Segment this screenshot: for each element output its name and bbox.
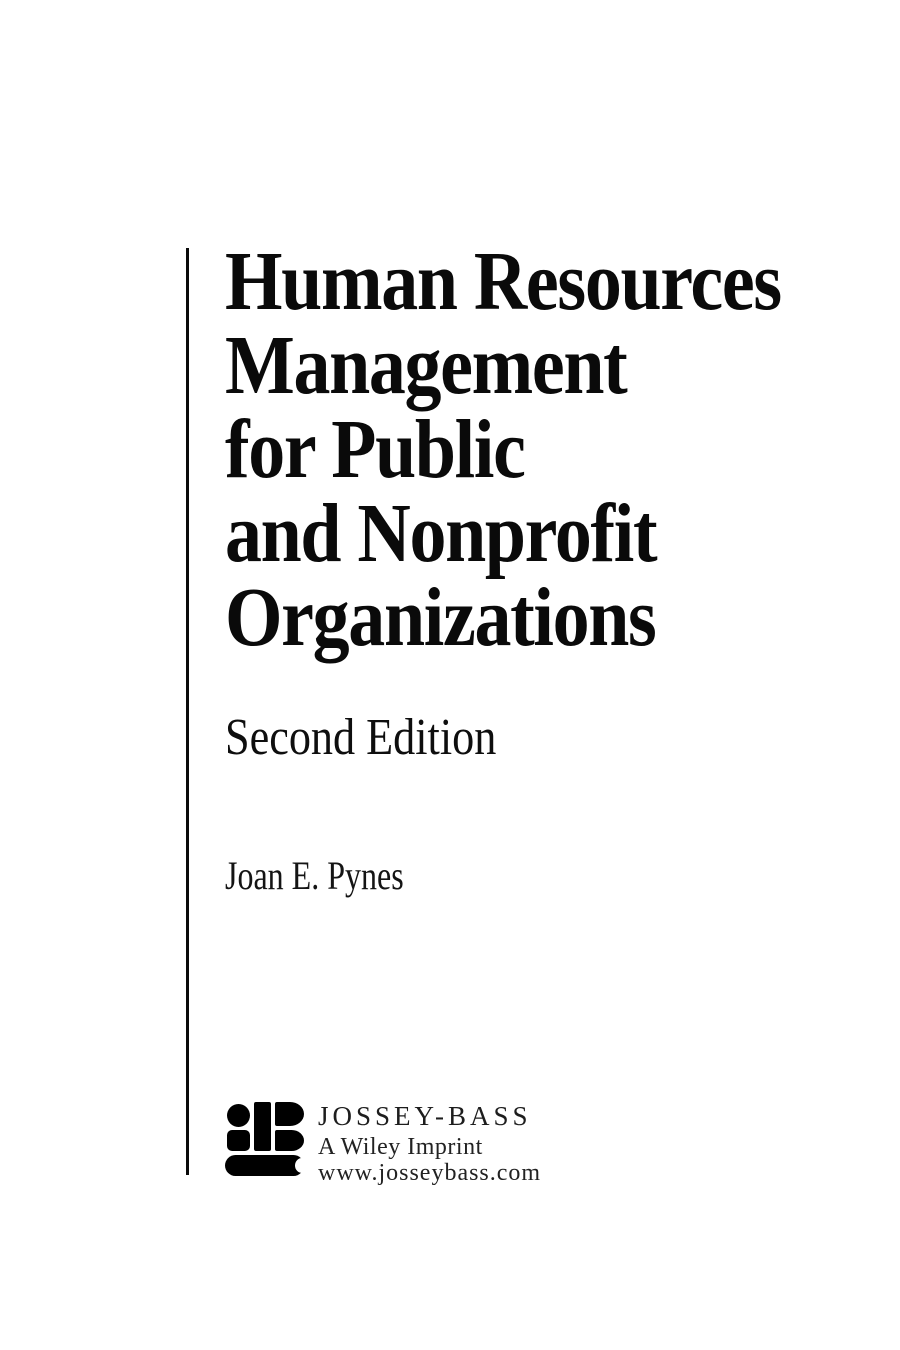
title-line-4: and Nonprofit <box>225 487 657 580</box>
logo-lower-bowl-shape <box>275 1130 304 1151</box>
logo-stem-shape <box>254 1102 271 1151</box>
publisher-website: www.josseybass.com <box>318 1160 542 1186</box>
author-name: Joan E. Pynes <box>225 853 404 898</box>
book-title <box>225 235 781 664</box>
title-line-1: Human Resources <box>225 235 781 328</box>
logo-square-shape <box>227 1130 250 1151</box>
logo-upper-bowl-shape <box>275 1102 304 1126</box>
publisher-name: JOSSEY-BASS <box>318 1101 532 1131</box>
publisher-block <box>225 1099 565 1186</box>
vertical-rule <box>186 248 189 1175</box>
title-line-2: Management <box>225 319 627 412</box>
logo-dot-shape <box>227 1104 250 1127</box>
title-line-5: Organizations <box>225 571 656 664</box>
edition-label: Second Edition <box>225 709 497 766</box>
publisher-imprint: A Wiley Imprint <box>318 1134 483 1160</box>
logo-base-bar-shape <box>225 1155 304 1176</box>
jossey-bass-logo-icon <box>225 1101 305 1176</box>
title-line-3: for Public <box>225 403 525 496</box>
